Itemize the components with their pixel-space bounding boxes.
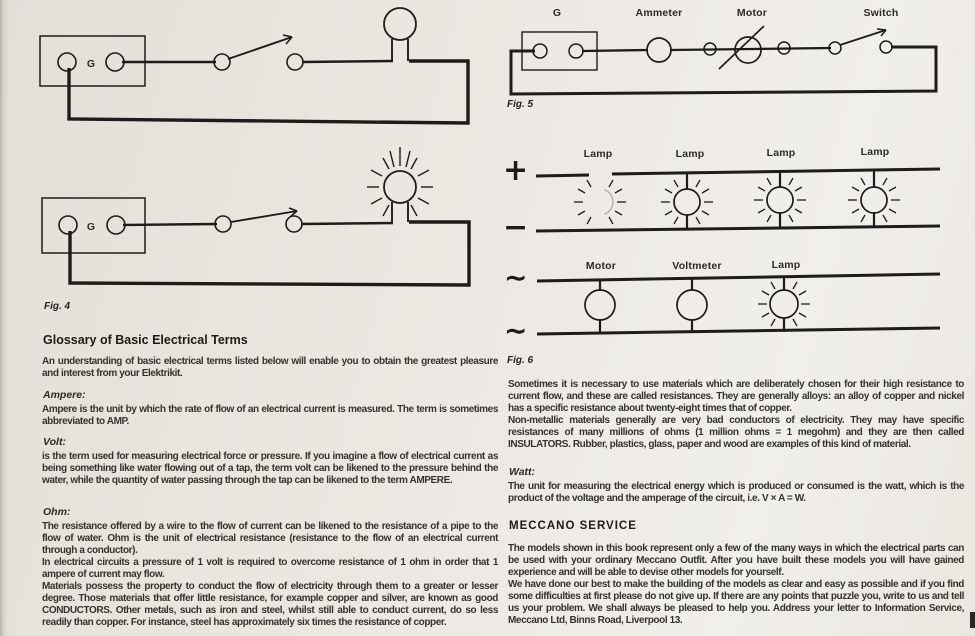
switch-pivot-terminal bbox=[215, 216, 231, 232]
scan-artifact bbox=[970, 612, 975, 628]
ohm-definition bbox=[42, 521, 498, 629]
term-ohm: Ohm: bbox=[43, 506, 71, 518]
term-volt: Volt: bbox=[43, 436, 66, 448]
fig4-caption: Fig. 4 bbox=[44, 301, 71, 312]
term-ampere: Ampere: bbox=[43, 389, 86, 401]
fig4-circuit-closed-switch bbox=[42, 147, 469, 285]
terminal bbox=[533, 44, 547, 58]
terminal bbox=[106, 53, 124, 71]
motor-label: Motor bbox=[585, 260, 617, 272]
open-switch-arm bbox=[228, 35, 292, 59]
rail-negative bbox=[536, 226, 940, 231]
paragraph: We have done our best to make the building of the models as clear and easy as possible and if you find some difficulties at first please do not give up. If there are any points that puzzle you, write to us and tell us your problem. We shall always be pleased to help you. Address your letter to Information Service, Meccano Ltd, Binns Road, Liverpool 13. bbox=[508, 579, 964, 626]
lamp-label: Lamp bbox=[583, 148, 613, 160]
glossary-title: Glossary of Basic Electrical Terms bbox=[43, 333, 248, 347]
lamp-symbol bbox=[661, 172, 713, 230]
galvanometer-label: G bbox=[86, 58, 96, 70]
rail-positive bbox=[536, 175, 589, 176]
switch-pivot-terminal bbox=[214, 54, 230, 70]
terminal bbox=[107, 216, 125, 234]
open-switch-arm bbox=[840, 29, 886, 45]
bulb-unlit bbox=[384, 8, 416, 61]
terminal bbox=[286, 216, 302, 232]
fig6-caption: Fig. 6 bbox=[507, 355, 534, 366]
lamp-label: Lamp bbox=[860, 146, 890, 158]
terminal bbox=[569, 44, 583, 58]
lamp-label: Lamp bbox=[675, 148, 705, 160]
circuit-open-switch bbox=[40, 8, 468, 123]
switch-label: Switch bbox=[863, 7, 899, 19]
lamp-label: Lamp bbox=[771, 259, 801, 271]
fig5-series-circuit bbox=[511, 26, 936, 94]
fig6-parallel-dc bbox=[536, 169, 940, 231]
fig6-parallel-ac bbox=[537, 274, 940, 334]
terminal bbox=[58, 53, 76, 71]
terminal bbox=[880, 41, 892, 53]
plus-symbol: + bbox=[503, 153, 529, 188]
terminal bbox=[287, 54, 303, 70]
ammeter-symbol bbox=[647, 38, 671, 62]
voltmeter-symbol bbox=[677, 278, 707, 333]
minus-symbol: − bbox=[503, 210, 529, 245]
rail-ac bbox=[537, 328, 940, 334]
motor-symbol bbox=[719, 26, 764, 69]
service-text bbox=[508, 543, 964, 627]
paragraph: The resistance offered by a wire to the flow of current can be likened to the resistance of a pipe to the flow of water. Ohm is the unit of electrical resistance (resistance to the flow of an electrical current through a conductor). bbox=[42, 521, 498, 556]
motor-symbol bbox=[585, 279, 615, 334]
rail-positive bbox=[612, 169, 940, 174]
lamp-faded bbox=[574, 180, 626, 224]
lamp-symbol bbox=[754, 171, 806, 229]
paragraph: Non-metallic materials generally are very bad conductors of electricity. They may have specific resistances of many millions of ohms (1 million ohms = 1 megohm) and they are then called INSULATORS. Rubber, plastics, glass, paper and wood are examples of this kind of material. bbox=[508, 415, 964, 450]
glossary-intro: An understanding of basic electrical terms listed below will enable you to obtain the greatest pleasure and interest from your Elektrikit. bbox=[42, 356, 498, 379]
motor-label: Motor bbox=[736, 7, 768, 19]
ampere-definition: Ampere is the unit by which the rate of flow of an electrical current is measured. The term is sometimes abbreviated to AMP. bbox=[42, 404, 498, 427]
ammeter-label: Ammeter bbox=[635, 7, 683, 19]
rail-ac bbox=[537, 274, 940, 281]
lamp-symbol bbox=[848, 170, 900, 228]
voltmeter-label: Voltmeter bbox=[672, 260, 722, 272]
lamp-symbol bbox=[758, 277, 810, 332]
wire-loop bbox=[69, 58, 468, 123]
paragraph: Sometimes it is necessary to use materials which are deliberately chosen for their high resistance to current flow, and these are called resistances. They are generally alloys: an alloy of copper and nickel has a specific resistance about twenty-eight times that of copper. bbox=[508, 379, 964, 414]
watt-definition: The unit for measuring the electrical energy which is produced or consumed is the watt, which is the product of the voltage and the amperage of the circuit, i.e. V × A = W. bbox=[508, 481, 964, 504]
volt-definition: is the term used for measuring electrical force or pressure. If you imagine a flow of electrical current as being something like water flowing out of a tap, the term volt can be likened to the pressure behind the water, while the quantity of water passing through the tap can be likened to the term AMPERE. bbox=[42, 451, 498, 486]
paragraph: In electrical circuits a pressure of 1 volt is required to overcome resistance of 1 ohm in order that 1 ampere of current may flow. bbox=[42, 557, 498, 580]
service-title: MECCANO SERVICE bbox=[509, 520, 637, 532]
lamp-label: Lamp bbox=[766, 147, 796, 159]
paragraph: The models shown in this book represent only a few of the many ways in which the electrical parts can be used with your ordinary Meccano Outfit. After you have built these models you will have gained experience and will be able to devise other models for yourself. bbox=[508, 543, 964, 578]
terminal bbox=[59, 216, 77, 234]
bulb-lit bbox=[367, 147, 433, 222]
fig5-caption: Fig. 5 bbox=[507, 99, 534, 110]
galvanometer-label: G bbox=[552, 7, 562, 19]
paragraph: Materials possess the property to conduct the flow of electricity through them to a greater or lesser degree. Those materials that offer little resistance, for example copper and silver, are known as good CONDUCTORS. Other metals, such as iron and steel, whilst still able to conduct current, do so less readily than copper. For instance, steel has approximately six times the resistance of copper. bbox=[42, 581, 498, 628]
ac-symbol: ∼ bbox=[504, 261, 528, 294]
ac-symbol: ∼ bbox=[504, 314, 528, 347]
resistance-text bbox=[508, 379, 964, 451]
galvanometer-label: G bbox=[86, 221, 96, 233]
term-watt: Watt: bbox=[509, 466, 536, 478]
